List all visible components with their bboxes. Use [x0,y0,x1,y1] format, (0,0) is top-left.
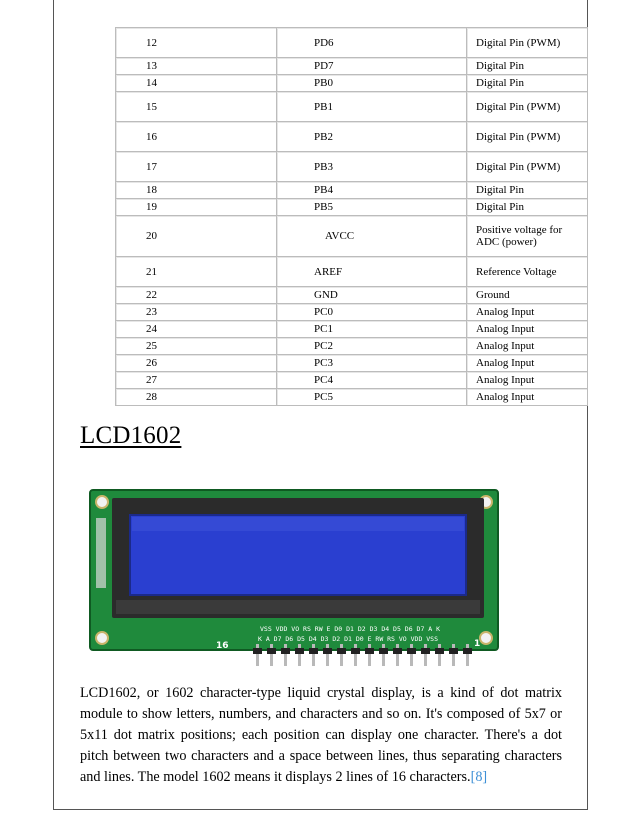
header-pin-base [295,648,304,654]
pin-description-cell: Digital Pin [467,182,588,199]
pin-name-cell: PC0 [277,304,467,321]
header-pin [256,644,259,666]
header-pin-base [267,648,276,654]
pin-name-cell: PB2 [277,122,467,152]
mounting-hole [96,632,108,644]
pin-description-cell: Analog Input [467,338,588,355]
header-pin [368,644,371,666]
pin-description-cell: Reference Voltage [467,257,588,287]
header-pin [438,644,441,666]
pin-name-cell: PB1 [277,92,467,122]
header-pin [298,644,301,666]
header-pin-base [435,648,444,654]
pin-description-cell: Digital Pin [467,199,588,216]
header-pin [284,644,287,666]
pin-name-cell: PB5 [277,199,467,216]
header-pin-base [393,648,402,654]
pin-number-cell: 12 [116,28,277,58]
pin-name-cell: AVCC [277,216,467,257]
pin-name-cell: PC4 [277,372,467,389]
paragraph-text: LCD1602, or 1602 character-type liquid crystal display, is a kind of dot matrix module to show letters, numbers, and characters and so on. It's composed of 5x7 or 5x11 dot matrix positions; each position can display one character. There's a dot pitch between two characters and a space between lines, thus separating characters and lines. The model 1602 means it displays 2 lines of 16 characters. [80,685,562,785]
lcd1602-module-illustration [88,488,504,668]
header-pin [382,644,385,666]
pin-number-cell: 25 [116,338,277,355]
header-pin [312,644,315,666]
pin-description-cell: Digital Pin (PWM) [467,92,588,122]
header-pin [466,644,469,666]
table-row [116,92,588,122]
table-row [116,321,588,338]
header-pin [452,644,455,666]
pin-description-cell: Analog Input [467,389,588,406]
pin-description-cell: Digital Pin [467,58,588,75]
pin-name-cell: PC5 [277,389,467,406]
pin-description-cell: Positive voltage for ADC (power) [467,216,588,257]
pin-number-left: 16 [216,641,229,651]
pin-labels-bottom: K A D7 D6 D5 D4 D3 D2 D1 D0 E RW RS VO VDD VSS [258,635,439,643]
section-heading: LCD1602 [80,422,182,449]
pin-name-cell: GND [277,287,467,304]
pin-number-cell: 18 [116,182,277,199]
pin-description-cell: Digital Pin (PWM) [467,152,588,182]
pin-description-cell: Analog Input [467,321,588,338]
table-row [116,182,588,199]
header-pin [340,644,343,666]
pin-name-cell: PD6 [277,28,467,58]
pin-number-cell: 26 [116,355,277,372]
pin-number-cell: 16 [116,122,277,152]
mounting-hole [96,496,108,508]
header-pin-base [323,648,332,654]
table-row [116,75,588,92]
pin-table-body [116,28,588,406]
table-row [116,257,588,287]
pin-number-cell: 14 [116,75,277,92]
pin-description-cell: Analog Input [467,355,588,372]
pin-description-cell: Analog Input [467,304,588,321]
pin-description-cell: Digital Pin (PWM) [467,122,588,152]
header-pin [424,644,427,666]
header-pin-base [337,648,346,654]
header-pin-base [379,648,388,654]
pin-description-cell: Digital Pin (PWM) [467,28,588,58]
table-row [116,216,588,257]
table-row [116,372,588,389]
lcd1602-image [88,488,504,668]
header-pin-base [449,648,458,654]
table-row [116,152,588,182]
mounting-hole [480,632,492,644]
pin-number-cell: 22 [116,287,277,304]
pin-number-cell: 20 [116,216,277,257]
header-pin-base [365,648,374,654]
pin-number-cell: 17 [116,152,277,182]
body-paragraph [80,683,562,788]
header-pin-base [421,648,430,654]
table-row [116,304,588,321]
pin-description-cell: Ground [467,287,588,304]
pin-number-cell: 19 [116,199,277,216]
table-row [116,389,588,406]
table-row [116,28,588,58]
table-row [116,122,588,152]
pin-number-cell: 13 [116,58,277,75]
header-pin-base [351,648,360,654]
pin-labels-top: VSS VDD VO RS RW E D0 D1 D2 D3 D4 D5 D6 D7 A K [260,625,441,633]
pin-name-cell: PB4 [277,182,467,199]
header-pin-base [253,648,262,654]
pin-name-cell: PC2 [277,338,467,355]
header-pin [270,644,273,666]
pin-description-cell: Digital Pin [467,75,588,92]
header-pin [396,644,399,666]
header-pin-base [281,648,290,654]
pin-name-cell: PC1 [277,321,467,338]
header-pin [354,644,357,666]
pin-name-cell: PD7 [277,58,467,75]
pin-number-cell: 15 [116,92,277,122]
pin-number-cell: 21 [116,257,277,287]
header-pin [410,644,413,666]
header-pin-base [407,648,416,654]
pin-name-cell: PB0 [277,75,467,92]
pin-number-cell: 23 [116,304,277,321]
header-pin [326,644,329,666]
pin-number-right: 1 [474,639,481,649]
pin-description-cell: Analog Input [467,372,588,389]
table-row [116,355,588,372]
pin-number-cell: 27 [116,372,277,389]
table-row [116,287,588,304]
table-row [116,58,588,75]
pin-table [115,27,588,406]
header-pin-base [309,648,318,654]
table-row [116,338,588,355]
header-pin-base [463,648,472,654]
pin-number-cell: 28 [116,389,277,406]
pin-name-cell: PC3 [277,355,467,372]
pin-name-cell: AREF [277,257,467,287]
pin-number-cell: 24 [116,321,277,338]
citation-link[interactable]: [8] [470,769,488,785]
table-row [116,199,588,216]
pin-name-cell: PB3 [277,152,467,182]
